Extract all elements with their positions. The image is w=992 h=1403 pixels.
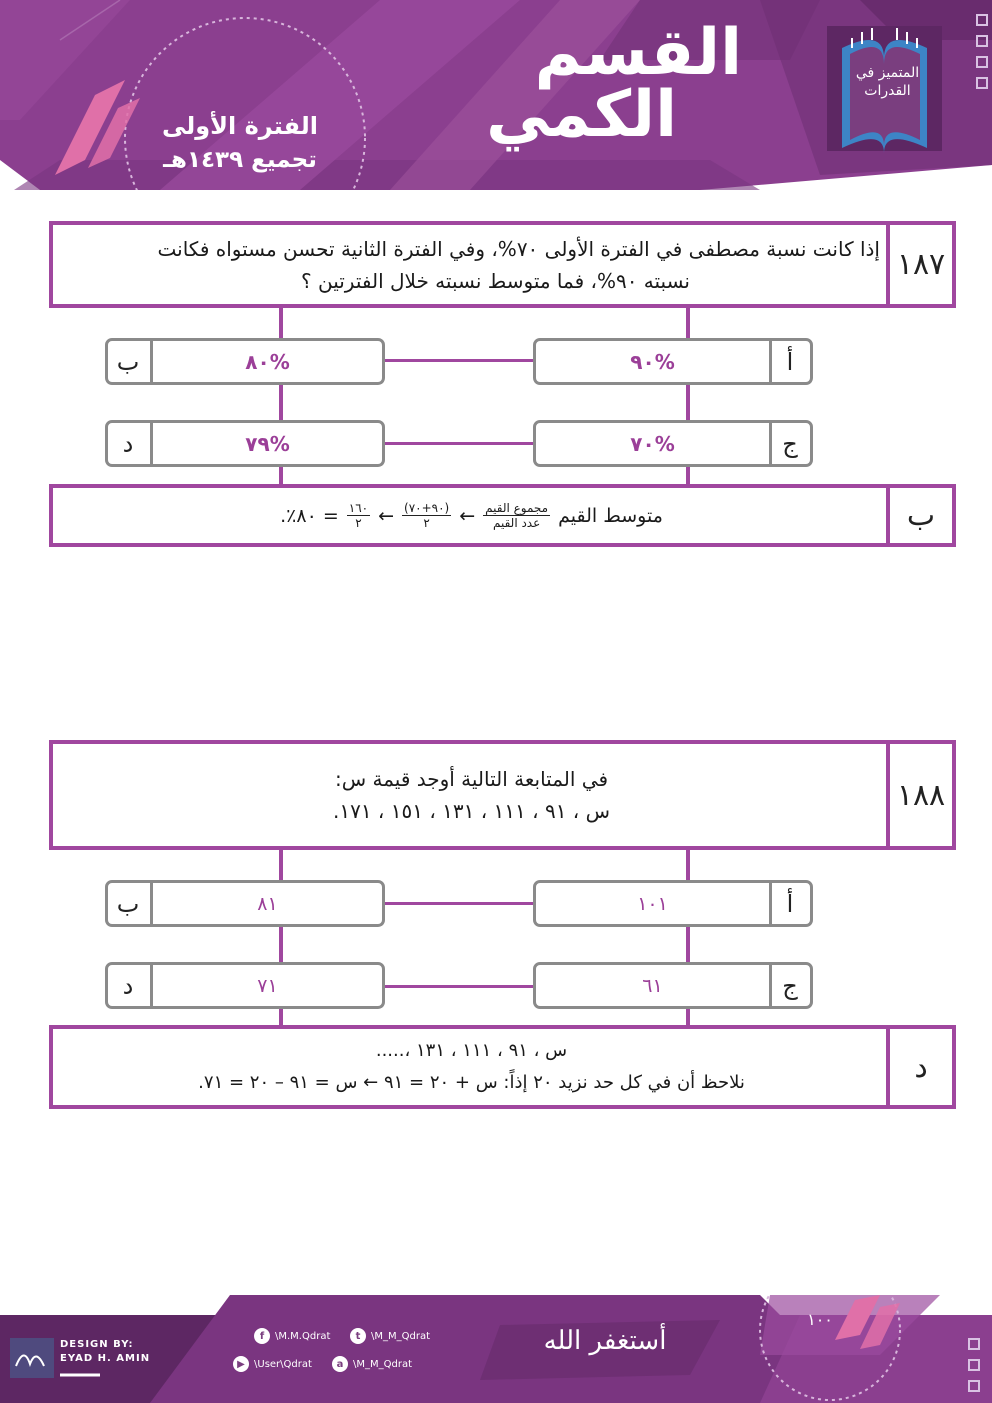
option-d[interactable] (105, 420, 385, 467)
option-value: %٨٠ (245, 349, 290, 374)
design-by-label: DESIGN BY: (60, 1339, 134, 1350)
solution (63, 488, 880, 543)
fraction-numerator: مجموع القيم (485, 501, 549, 515)
option-letter: أ (786, 347, 794, 376)
option-letter: د (122, 429, 134, 458)
twitter-handle: \M_M_Qdrat (371, 1330, 431, 1342)
decor-square (968, 1380, 980, 1392)
question-line2: س ، ٩١ ، ١١١ ، ١٣١ ، ١٥١ ، ١٧١. (332, 799, 611, 823)
header-collection: تجميع ١٤٣٩هـ (163, 147, 317, 173)
answer-188-box (49, 1025, 956, 1109)
question-188-box (49, 740, 956, 850)
question-number: ١٨٨ (886, 744, 952, 846)
facebook-link[interactable] (254, 1328, 330, 1344)
option-value: %٧٠ (630, 431, 675, 456)
answer-187-box (49, 484, 956, 547)
footer-banner (0, 1295, 992, 1403)
option-value: ٨١ (257, 892, 278, 915)
fraction-numerator: (٩٠+٧٠) (404, 501, 450, 515)
decor-square (968, 1359, 980, 1371)
decor-square (976, 14, 988, 26)
decor-square (968, 1338, 980, 1350)
ask-link[interactable] (332, 1356, 412, 1372)
option-b[interactable] (105, 338, 385, 385)
logo-text: المتميز في القدرات (855, 65, 920, 99)
decor-square (976, 56, 988, 68)
answer-letter: ب (886, 488, 952, 543)
option-d[interactable] (105, 962, 385, 1009)
option-value: ٦١ (642, 974, 663, 997)
divider (769, 423, 772, 464)
connector-line (383, 985, 535, 988)
question-number: ١٨٧ (886, 225, 952, 304)
header-title-line1: القسم (534, 16, 742, 90)
twitter-icon: t (350, 1328, 366, 1344)
designer-name: EYAD H. AMIN (60, 1353, 151, 1364)
option-value: %٧٩ (245, 431, 290, 456)
connector-line (383, 902, 535, 905)
header-period: الفترة الأولى (161, 112, 319, 140)
option-a[interactable] (533, 880, 813, 927)
signature-logo-icon (8, 1336, 56, 1380)
decor-square (976, 77, 988, 89)
answer-letter: د (886, 1029, 952, 1105)
question-line2: نسبته ٩٠%، فما متوسط نسبته خلال الفترتين ؟ (301, 268, 690, 293)
solution-result: = ٨٠٪. (280, 504, 339, 527)
solution-line2: نلاحظ أن في كل حد نزيد ٢٠ إذاً: س + ٢٠ = ٩١ ← س = ٩١ – ٢٠ = ٧١. (198, 1072, 745, 1093)
option-a[interactable] (533, 338, 813, 385)
connector-line (383, 359, 535, 362)
page-number: ١٠٠ (807, 1310, 833, 1329)
fraction (347, 501, 370, 530)
fraction-denominator: ٢ (355, 516, 362, 530)
solution-lead: متوسط القيم (558, 504, 663, 527)
option-value: ٧١ (257, 974, 278, 997)
question-text (63, 744, 880, 846)
option-c[interactable] (533, 420, 813, 467)
ask-icon: a (332, 1356, 348, 1372)
calligraphy-text: أستغفر الله (543, 1326, 667, 1356)
fraction-denominator: ٢ (423, 516, 430, 530)
facebook-icon: f (254, 1328, 270, 1344)
solution (63, 1029, 880, 1105)
question-text (63, 225, 880, 304)
question-187-box (49, 221, 956, 308)
option-value: ١٠١ (637, 892, 668, 915)
option-b[interactable] (105, 880, 385, 927)
divider (769, 883, 772, 924)
arrow-icon: ← (459, 504, 476, 527)
decor-square (976, 35, 988, 47)
divider (769, 341, 772, 382)
youtube-link[interactable] (233, 1356, 312, 1372)
divider (769, 965, 772, 1006)
fraction (402, 501, 451, 530)
ask-handle: \M_M_Qdrat (353, 1358, 413, 1370)
twitter-link[interactable] (350, 1328, 430, 1344)
option-letter: أ (786, 889, 794, 918)
question-line1: إذا كانت نسبة مصطفى في الفترة الأولى ٧٠%، وفي الفترة الثانية تحسن مستواه فكانت (157, 236, 880, 261)
option-c[interactable] (533, 962, 813, 1009)
fraction-numerator: ١٦٠ (348, 501, 369, 515)
option-value: %٩٠ (630, 349, 675, 374)
arrow-icon: ← (378, 504, 395, 527)
option-letter: ب (116, 889, 140, 918)
header-title-line2: الكمي (486, 78, 677, 152)
youtube-icon: ▶ (233, 1356, 249, 1372)
question-line1: في المتابعة التالية أوجد قيمة س: (334, 767, 609, 791)
solution-line1: س ، ٩١ ، ١١١ ، ١٣١ ،..... (375, 1040, 568, 1061)
facebook-handle: \M.M.Qdrat (275, 1330, 331, 1342)
fraction (483, 501, 550, 530)
option-letter: ج (782, 429, 798, 458)
option-letter: ج (782, 971, 798, 1000)
youtube-handle: \User\Qdrat (254, 1358, 312, 1370)
connector-line (383, 442, 535, 445)
option-letter: د (122, 971, 134, 1000)
fraction-denominator: عدد القيم (492, 516, 541, 530)
option-letter: ب (116, 347, 140, 376)
